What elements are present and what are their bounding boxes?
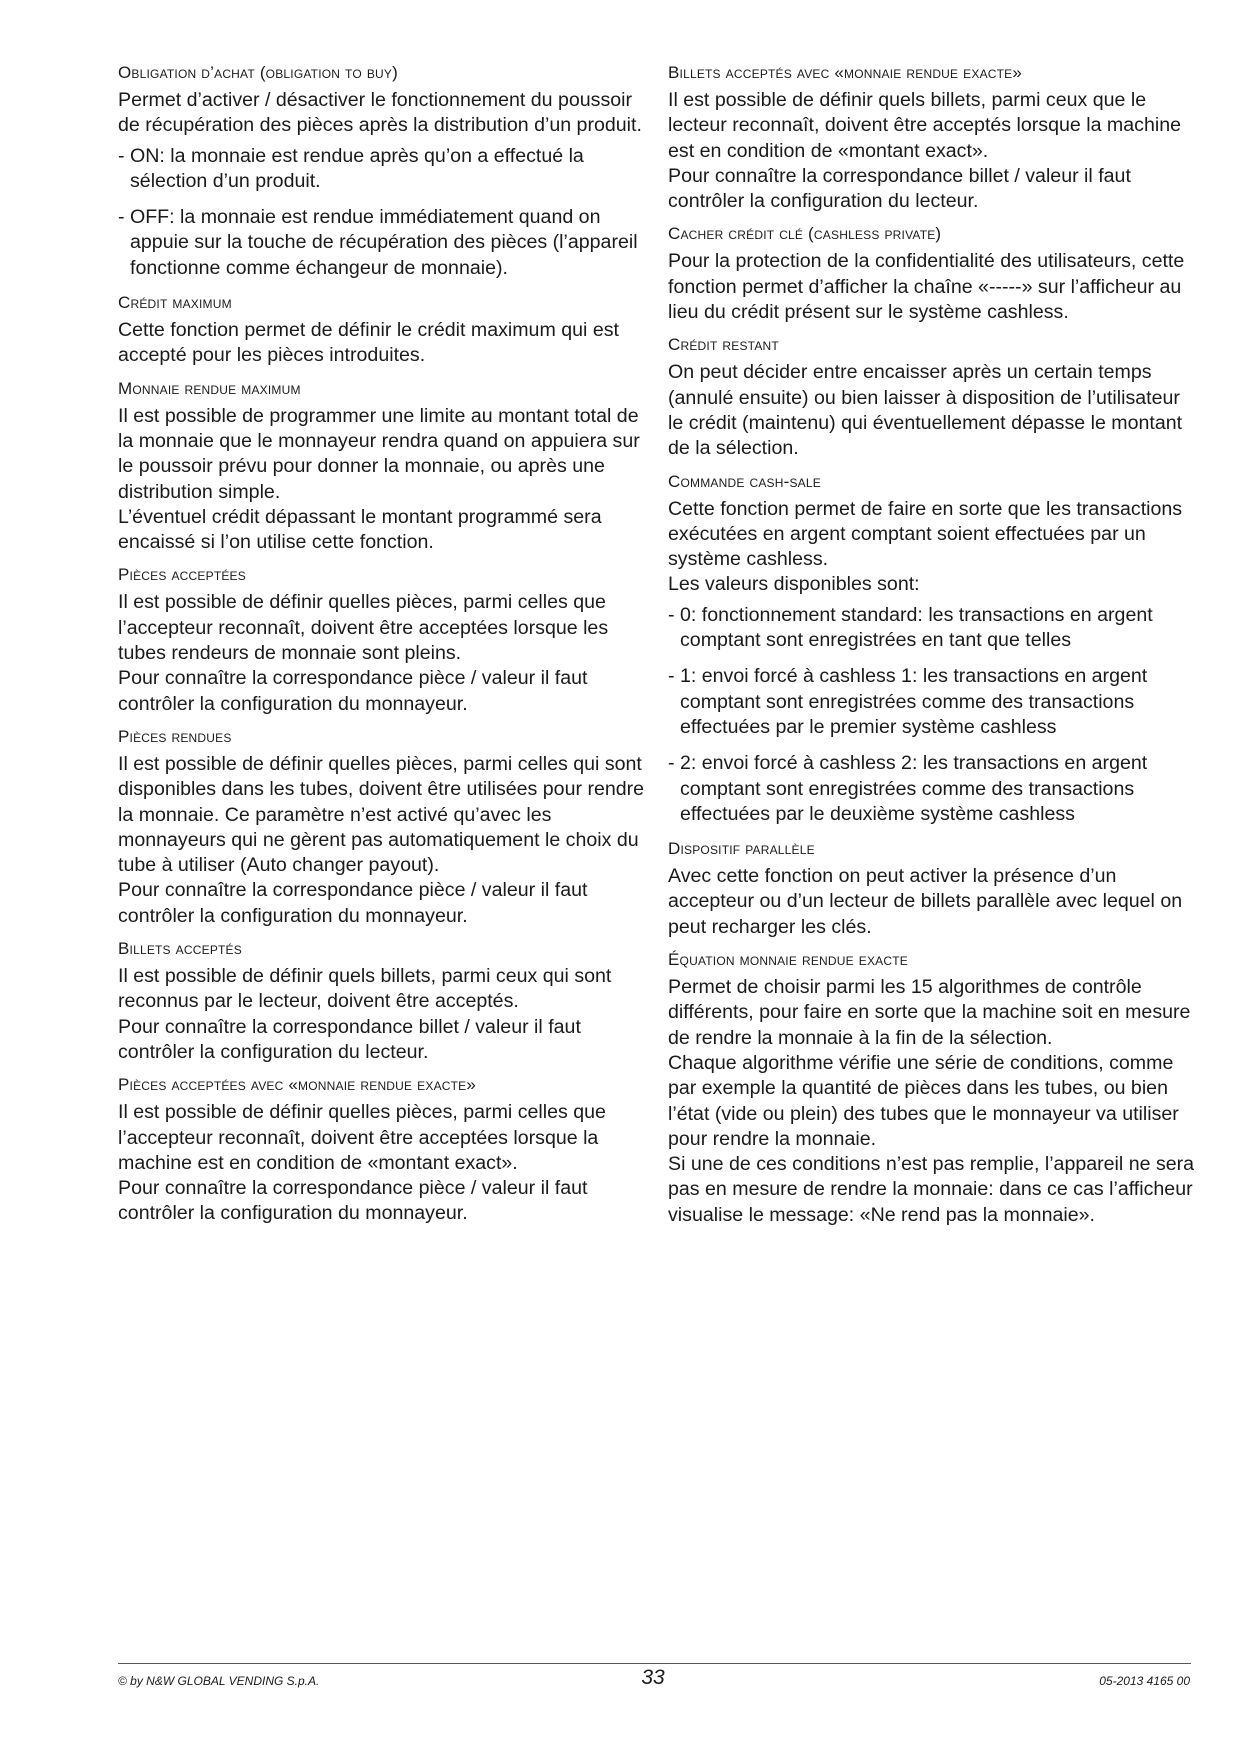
section-heading: Pièces acceptées (118, 565, 246, 585)
paragraph: Si une de ces conditions n’est pas remplie, l’appareil ne sera pas en mesure de rendre la monnaie: dans ce cas l’afficheur visualise le message: «Ne rend pas la monnaie». (668, 1153, 1195, 1226)
footer-divider (118, 1663, 1191, 1664)
right-column (668, 62, 1196, 1237)
section (118, 378, 646, 556)
section-heading: Monnaie rendue maximum (118, 378, 301, 398)
paragraph: Permet d’activer / désactiver le fonctionnement du poussoir de récupération des pièces après la distribution d’un produit. (118, 89, 642, 137)
paragraph: Permet de choisir parmi les 15 algorithmes de contrôle différents, pour faire en sorte que la machine soit en mesure de rendre la monnaie à la fin de la sélection. (668, 976, 1191, 1049)
section-heading: Crédit restant (668, 335, 779, 355)
paragraph: Pour connaître la correspondance billet / valeur il faut contrôler la configuration du lecteur. (668, 164, 1131, 213)
page-number: 33 (641, 1666, 665, 1689)
footer-copyright: © by N&W GLOBAL VENDING S.p.A. (118, 1674, 320, 1688)
paragraph: Pour la protection de la confidentialité des utilisateurs, cette fonction permet d’afficher la chaîne «-----» sur l’afficheur au lieu du crédit présent sur le système cashless. (668, 250, 1185, 324)
section-heading: Obligation d’achat (obligation to buy) (118, 63, 398, 82)
paragraph: Cette fonction permet de définir le crédit maximum qui est accepté pour les pièces introduites. (118, 319, 619, 367)
paragraph: On peut décider entre encaisser après un certain temps (annulé ensuite) ou bien laisser à disposition de l’utilisateur le crédit (maintenu) qui éventuellement dépasse le montant de la sélection. (668, 361, 1183, 460)
list-item: - 2: envoi forcé à cashless 2: les transactions en argent comptant sont enregistrées comme des transactions effectuées par le deuxième système cashless (668, 752, 1148, 825)
paragraph: Les valeurs disponibles sont: (668, 573, 920, 596)
list-item: - 0: fonctionnement standard: les transactions en argent comptant sont enregistrées en tant que telles (668, 603, 1153, 652)
section (118, 938, 646, 1065)
paragraph: Il est possible de définir quelles pièces, parmi celles que l’accepteur reconnaît, doivent être acceptées lorsque les tubes rendeurs de monnaie sont pleins. (118, 591, 609, 665)
option-list (668, 603, 1196, 827)
section-heading: Équation monnaie rendue exacte (668, 950, 908, 970)
paragraph: Pour connaître la correspondance pièce / valeur il faut contrôler la configuration du monnayeur. (118, 879, 588, 927)
paragraph: Il est possible de définir quelles pièces, parmi celles que l’accepteur reconnaît, doivent être acceptées lorsque la machine est en condition de «montant exact». (118, 1101, 606, 1174)
section (668, 471, 1196, 828)
list-item: - 1: envoi forcé à cashless 1: les transactions en argent comptant sont enregistrées comme des transactions effectuées par le premier système cashless (668, 665, 1148, 738)
section-heading: Dispositif parallèle (668, 839, 815, 859)
paragraph: Pour connaître la correspondance billet / valeur il faut contrôler la configuration du lecteur. (118, 1015, 581, 1063)
section (118, 62, 646, 281)
section (118, 564, 646, 716)
paragraph: Pour connaître la correspondance pièce / valeur il faut contrôler la configuration du monnayeur. (118, 1177, 588, 1225)
option-list (118, 144, 646, 281)
section (668, 949, 1196, 1228)
section (668, 334, 1196, 461)
list-item: - OFF: la monnaie est rendue immédiatement quand on appuie sur la touche de récupération des pièces (l’appareil fonctionne comme échangeur de monnaie). (118, 206, 638, 279)
section (668, 62, 1196, 214)
paragraph: Pour connaître la correspondance pièce / valeur il faut contrôler la configuration du monnayeur. (118, 667, 588, 715)
left-column (118, 62, 646, 1236)
paragraph: Il est possible de définir quels billets, parmi ceux qui sont reconnus par le lecteur, doivent être acceptés. (118, 965, 612, 1013)
section (668, 223, 1196, 325)
section-heading: Cacher crédit clé (cashless private) (668, 224, 942, 244)
paragraph: Chaque algorithme vérifie une série de conditions, comme par exemple la quantité de pièces dans les tubes, ou bien l’état (vide ou plein) des tubes que le monnayeur va utiliser pour rendre la monnaie. (668, 1051, 1179, 1150)
section-heading: Pièces acceptées avec «monnaie rendue exacte» (118, 1075, 477, 1095)
section (118, 292, 646, 369)
section (118, 726, 646, 929)
paragraph: L’éventuel crédit dépassant le montant programmé sera encaissé si l’on utilise cette fonction. (118, 505, 602, 554)
paragraph: Il est possible de définir quels billets, parmi ceux que le lecteur reconnaît, doivent être acceptés lorsque la machine est en condition de «montant exact». (668, 89, 1181, 162)
paragraph: Cette fonction permet de faire en sorte que les transactions exécutées en argent comptant soient effectuées par un système cashless. (668, 497, 1183, 571)
paragraph: Il est possible de programmer une limite au montant total de la monnaie que le monnayeur rendra quand on appuiera sur le poussoir prévu pour donner la monnaie, ou après une distribution simple. (118, 404, 640, 503)
section (668, 838, 1196, 940)
section-heading: Billets acceptés avec «monnaie rendue exacte» (668, 63, 1023, 82)
paragraph: Avec cette fonction on peut activer la présence d’un accepteur ou d’un lecteur de billets parallèle avec lequel on peut recharger les clés. (668, 865, 1183, 938)
section-heading: Billets acceptés (118, 939, 242, 959)
section-heading: Commande cash-sale (668, 471, 821, 491)
section (118, 1074, 646, 1226)
list-item: - ON: la monnaie est rendue après qu’on a effectué la sélection d’un produit. (118, 144, 584, 192)
section-heading: Crédit maximum (118, 293, 232, 313)
footer-doc-code: 05-2013 4165 00 (1099, 1674, 1190, 1688)
paragraph: Il est possible de définir quelles pièces, parmi celles qui sont disponibles dans les tubes, doivent être utilisées pour rendre la monnaie. Ce paramètre n’est activé qu’avec les monnayeurs qui ne gèrent pas automatiquement le choix du tube à utiliser (Auto changer payout). (118, 752, 645, 877)
section-heading: Pièces rendues (118, 726, 232, 746)
